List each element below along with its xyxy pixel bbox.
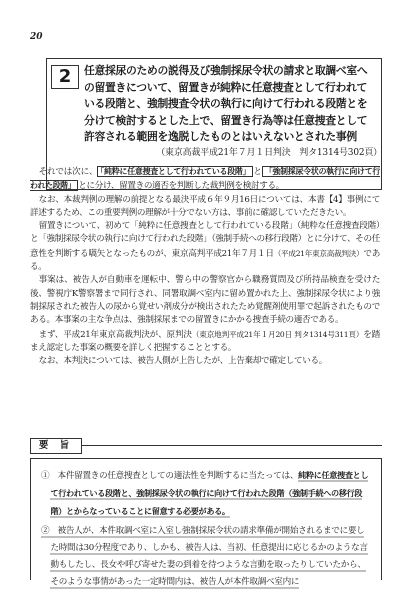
- paragraph: [30, 328, 380, 356]
- page-number: 20: [30, 32, 43, 42]
- text-run: ② 被告人が、本件取調べ室に入室し強制採尿令状の請求準備が開始されるまでに要した時間は30分程度であり、しかも、被告人は、当初、任意提出に応じるかのような言動もしたし、長女や呼び寄せた妻の到着を待つような言動を取ったりしていたから、そのような事情があった一定時間内は、被告人が本件取調べ室内に: [41, 525, 368, 588]
- paragraph: なお、本裁判例の理解の前提となる最決平成６年９月16日については、本書【4】事例にて詳述するため、この重要判例の理解が十分でない方は、事前に確認していただきたい。: [30, 194, 380, 218]
- text-run: とに分け、留置きの適否を判断した裁判例を検討する。: [78, 181, 285, 192]
- case-number-badge: 2: [51, 65, 79, 89]
- case-citation: （東京高裁平成21年７月１日判決 判タ1314号302頁）: [156, 148, 382, 158]
- emphasis-run: 純粋に任意捜査として行われている段階と、強制採尿令状の執行に向けて行われた段階（強制手続への移行段階）とからなっていることに留意する必要がある。: [50, 470, 369, 517]
- summary-item: [41, 467, 371, 522]
- boxed-phrase: 「強制採尿令状の執行に向けて行われた段階」: [30, 167, 380, 191]
- text-run: を踏まえ認定した事案の概要を詳しく把握することとする。: [30, 329, 380, 353]
- summary-divider: [82, 445, 382, 446]
- text-run-small: （平成21年東京高裁判決）: [273, 248, 364, 258]
- summary-box: [30, 458, 382, 588]
- text-run: それでは次に、: [38, 167, 98, 177]
- paragraph: [30, 220, 380, 274]
- paragraph: なお、本判決については、被告人側が上告したが、上告棄却で確定している。: [38, 356, 327, 367]
- paragraph: [30, 165, 380, 194]
- summary-item: [41, 523, 371, 592]
- text-run-small: （東京地判平成21年１月20日 判タ1314号311頁）: [191, 329, 364, 339]
- summary-label: 要 旨: [30, 438, 82, 454]
- text-run: まず、平成21年東京高裁判決が、原判決: [38, 329, 192, 340]
- boxed-phrase: 「純粋に任意捜査として行われている段階」: [97, 166, 253, 177]
- text-run: と: [253, 167, 262, 177]
- text-run: ① 本件留置きの任意捜査としての適法性を判断するに当たっては、: [41, 471, 299, 481]
- body-text: [30, 165, 380, 368]
- summary-text: [41, 467, 371, 592]
- paragraph: 事案は、被告人が自動車を運転中、警ら中の警察官から職務質問及び所持品検査を受けた後、警視庁K警察署まで同行され、同署取調べ室内に留め置かれた上、強制採尿令状により強制採尿された被告人の尿から覚せい剤成分が検出されたため覚醒剤使用罪で起訴されたものである。本事案の主な争点は、強制採尿までの留置きにかかる捜査手続の適否である。: [30, 275, 380, 326]
- case-title: 任意採尿のための説得及び強制採尿令状の請求と取調べ室への留置きについて、留置きが純粋に任意捜査として行われている段階と、強制捜査令状の執行に向けて行われる段階とを分けて検討するとした上で、留置き行為等は任意捜査として許容される範囲を逸脱したものとはいえないとされた事例: [84, 64, 368, 144]
- text-run: である。: [30, 248, 380, 273]
- text-run: 留置きについて、初めて「純粋に任意捜査として行われている段階」（純粋な任意捜査段階）と「強制採尿令状の執行に向けて行われた段階」（強制手続への移行段階）とに分けて、その任意性を判断する嚆矢となったものが、東京高判平成21年７月１日: [30, 221, 381, 259]
